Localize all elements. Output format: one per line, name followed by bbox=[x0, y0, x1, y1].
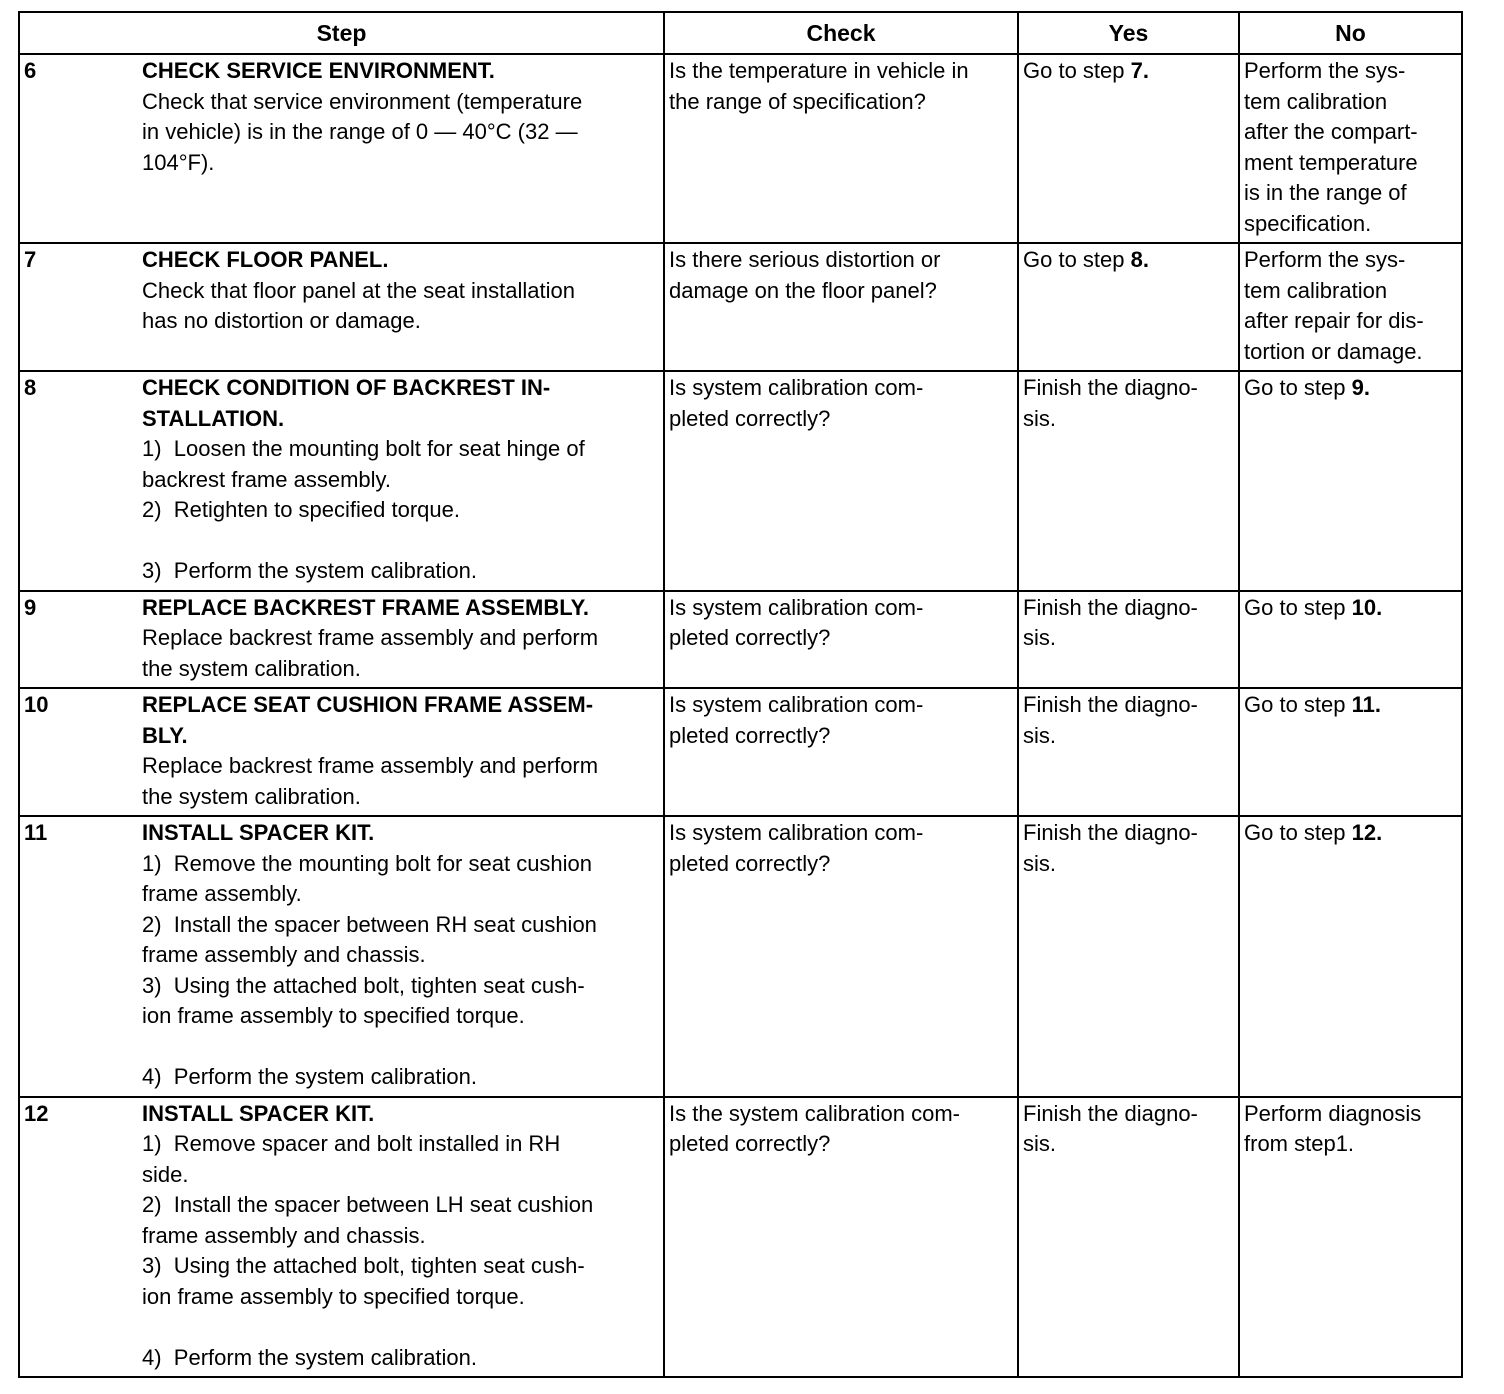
step-instruction bbox=[142, 1312, 659, 1343]
check-text: pleted correctly? bbox=[669, 850, 831, 876]
check-text: pleted correctly? bbox=[669, 722, 831, 748]
step-title: CHECK CONDITION OF BACKREST IN- bbox=[142, 375, 551, 400]
step-description bbox=[138, 54, 664, 243]
table-row bbox=[19, 243, 1462, 371]
step-number: 12 bbox=[19, 1097, 138, 1378]
step-instruction: 2) Install the spacer between LH seat cushion bbox=[142, 1192, 594, 1217]
goto-step-number: 7. bbox=[1130, 58, 1149, 83]
no-text: Perform diagnosis bbox=[1244, 1100, 1422, 1126]
step-number: 7 bbox=[19, 243, 138, 371]
yes-goto bbox=[1023, 245, 1234, 276]
goto-text: Go to step bbox=[1244, 594, 1352, 620]
goto-text: Go to step bbox=[1023, 58, 1131, 83]
no-text: is in the range of bbox=[1244, 180, 1407, 205]
step-number: 8 bbox=[19, 371, 138, 591]
step-description bbox=[138, 371, 664, 591]
check-text: Is there serious distortion or bbox=[669, 247, 941, 272]
step-instruction: has no distortion or damage. bbox=[142, 308, 421, 333]
no-cell bbox=[1239, 688, 1462, 816]
table-row bbox=[19, 1097, 1462, 1378]
yes-cell bbox=[1018, 591, 1239, 689]
yes-text: sis. bbox=[1023, 722, 1056, 748]
no-cell bbox=[1239, 371, 1462, 591]
check-text: Is system calibration com- bbox=[669, 692, 924, 717]
step-instruction: frame assembly and chassis. bbox=[142, 942, 426, 967]
step-instruction bbox=[142, 526, 659, 557]
check-text: the range of specification? bbox=[669, 88, 926, 114]
step-description bbox=[138, 591, 664, 689]
yes-cell bbox=[1018, 243, 1239, 371]
goto-text: Go to step bbox=[1023, 247, 1131, 272]
yes-text: sis. bbox=[1023, 625, 1056, 650]
no-text: from step1. bbox=[1244, 1131, 1355, 1156]
check-cell bbox=[664, 54, 1018, 243]
goto-step-number: 11. bbox=[1351, 692, 1381, 717]
step-instruction: Replace backrest frame assembly and perform bbox=[142, 753, 599, 778]
no-cell bbox=[1239, 243, 1462, 371]
no-text: Perform the sys- bbox=[1244, 58, 1406, 83]
yes-text: Finish the diagno- bbox=[1023, 594, 1198, 620]
no-text: after the compart- bbox=[1244, 119, 1418, 144]
step-title: CHECK FLOOR PANEL. bbox=[142, 247, 389, 272]
check-text: Is the system calibration com- bbox=[669, 1100, 960, 1126]
yes-text: sis. bbox=[1023, 850, 1056, 876]
no-text: tem calibration bbox=[1244, 88, 1388, 114]
step-number: 11 bbox=[19, 816, 138, 1097]
step-instruction: 3) Using the attached bolt, tighten seat cush- bbox=[142, 972, 585, 998]
no-text: Perform the sys- bbox=[1244, 247, 1406, 272]
no-goto bbox=[1244, 373, 1457, 404]
step-instruction: side. bbox=[142, 1161, 189, 1187]
step-instruction: 2) Retighten to specified torque. bbox=[142, 497, 460, 522]
yes-text: sis. bbox=[1023, 1131, 1056, 1156]
step-instruction bbox=[142, 1032, 659, 1063]
step-instruction: 3) Using the attached bolt, tighten seat cush- bbox=[142, 1253, 585, 1278]
no-text: ment temperature bbox=[1244, 149, 1418, 175]
step-instruction: 1) Loosen the mounting bolt for seat hinge of bbox=[142, 436, 585, 461]
check-cell bbox=[664, 688, 1018, 816]
table-row bbox=[19, 816, 1462, 1097]
step-instruction: Check that service environment (temperature bbox=[142, 88, 583, 114]
step-instruction: 2) Install the spacer between RH seat cushion bbox=[142, 911, 597, 937]
step-instruction: 4) Perform the system calibration. bbox=[142, 1064, 478, 1089]
no-goto bbox=[1244, 690, 1457, 721]
step-description bbox=[138, 816, 664, 1097]
step-title: INSTALL SPACER KIT. bbox=[142, 1100, 375, 1126]
goto-text: Go to step bbox=[1244, 375, 1352, 400]
table-body bbox=[19, 54, 1462, 1377]
step-description bbox=[138, 1097, 664, 1378]
yes-cell bbox=[1018, 1097, 1239, 1378]
header-step: Step bbox=[19, 12, 664, 54]
check-text: pleted correctly? bbox=[669, 1131, 831, 1156]
step-instruction: in vehicle) is in the range of 0 — 40°C (32 — bbox=[142, 119, 578, 144]
check-cell bbox=[664, 243, 1018, 371]
no-cell bbox=[1239, 1097, 1462, 1378]
check-text: Is system calibration com- bbox=[669, 375, 924, 400]
goto-text: Go to step bbox=[1244, 820, 1352, 845]
yes-text: Finish the diagno- bbox=[1023, 375, 1198, 400]
yes-goto bbox=[1023, 56, 1234, 87]
table-row bbox=[19, 688, 1462, 816]
step-instruction: 104°F). bbox=[142, 149, 215, 175]
step-instruction: ion frame assembly to specified torque. bbox=[142, 1283, 525, 1309]
header-row bbox=[19, 12, 1462, 54]
yes-text: Finish the diagno- bbox=[1023, 1100, 1198, 1126]
step-title: BLY. bbox=[142, 722, 188, 748]
step-instruction: Replace backrest frame assembly and perform bbox=[142, 625, 599, 650]
check-text: Is system calibration com- bbox=[669, 820, 924, 845]
step-title: CHECK SERVICE ENVIRONMENT. bbox=[142, 58, 495, 83]
step-instruction: 1) Remove spacer and bolt installed in RH bbox=[142, 1131, 561, 1156]
table-row bbox=[19, 371, 1462, 591]
yes-text: Finish the diagno- bbox=[1023, 820, 1198, 845]
yes-cell bbox=[1018, 54, 1239, 243]
step-number: 10 bbox=[19, 688, 138, 816]
step-instruction: frame assembly and chassis. bbox=[142, 1222, 426, 1248]
step-number: 9 bbox=[19, 591, 138, 689]
table-row bbox=[19, 591, 1462, 689]
goto-text: Go to step bbox=[1244, 692, 1352, 717]
step-instruction: Check that floor panel at the seat installation bbox=[142, 277, 575, 303]
yes-text: Finish the diagno- bbox=[1023, 692, 1198, 717]
step-number: 6 bbox=[19, 54, 138, 243]
goto-step-number: 12. bbox=[1351, 820, 1383, 845]
check-text: pleted correctly? bbox=[669, 625, 831, 650]
step-description bbox=[138, 688, 664, 816]
yes-cell bbox=[1018, 688, 1239, 816]
no-goto bbox=[1244, 593, 1457, 624]
check-text: damage on the floor panel? bbox=[669, 277, 937, 303]
step-instruction: ion frame assembly to specified torque. bbox=[142, 1003, 525, 1028]
goto-step-number: 9. bbox=[1351, 375, 1370, 400]
no-text: tem calibration bbox=[1244, 277, 1388, 303]
check-cell bbox=[664, 816, 1018, 1097]
no-text: after repair for dis- bbox=[1244, 308, 1424, 333]
step-instruction: 3) Perform the system calibration. bbox=[142, 558, 478, 583]
goto-step-number: 10. bbox=[1351, 594, 1383, 620]
header-yes: Yes bbox=[1018, 12, 1239, 54]
header-no: No bbox=[1239, 12, 1462, 54]
no-goto bbox=[1244, 818, 1457, 849]
no-text: specification. bbox=[1244, 210, 1372, 236]
yes-text: sis. bbox=[1023, 405, 1056, 431]
check-cell bbox=[664, 591, 1018, 689]
check-text: Is system calibration com- bbox=[669, 594, 924, 620]
yes-cell bbox=[1018, 816, 1239, 1097]
step-title: INSTALL SPACER KIT. bbox=[142, 820, 375, 845]
step-instruction: the system calibration. bbox=[142, 655, 361, 681]
step-title: STALLATION. bbox=[142, 405, 285, 431]
step-instruction: the system calibration. bbox=[142, 783, 361, 809]
check-text: pleted correctly? bbox=[669, 405, 831, 431]
diagnosis-table bbox=[18, 11, 1463, 1378]
step-instruction: backrest frame assembly. bbox=[142, 466, 392, 492]
step-description bbox=[138, 243, 664, 371]
no-text: tortion or damage. bbox=[1244, 338, 1423, 364]
check-text: Is the temperature in vehicle in bbox=[669, 58, 969, 83]
no-cell bbox=[1239, 591, 1462, 689]
goto-step-number: 8. bbox=[1130, 247, 1149, 272]
check-cell bbox=[664, 1097, 1018, 1378]
step-title: REPLACE BACKREST FRAME ASSEMBLY. bbox=[142, 594, 589, 620]
check-cell bbox=[664, 371, 1018, 591]
yes-cell bbox=[1018, 371, 1239, 591]
no-cell bbox=[1239, 816, 1462, 1097]
no-cell bbox=[1239, 54, 1462, 243]
step-instruction: 4) Perform the system calibration. bbox=[142, 1344, 478, 1370]
table-row bbox=[19, 54, 1462, 243]
step-instruction: 1) Remove the mounting bolt for seat cushion bbox=[142, 850, 593, 876]
step-instruction: frame assembly. bbox=[142, 881, 302, 906]
header-check: Check bbox=[664, 12, 1018, 54]
step-title: REPLACE SEAT CUSHION FRAME ASSEM- bbox=[142, 692, 594, 717]
